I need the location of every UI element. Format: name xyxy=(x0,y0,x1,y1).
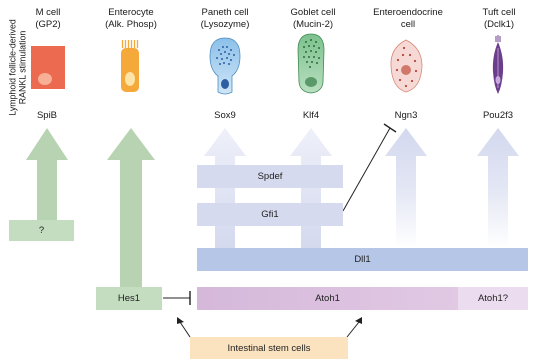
paneth-name: Paneth cell xyxy=(201,7,249,18)
paneth-marker: (Lysozyme) xyxy=(200,19,250,30)
gfi1-box: Gfi1 xyxy=(197,203,343,226)
enterocyte-shape xyxy=(121,40,139,92)
goblet-arrow xyxy=(290,128,332,248)
atoh1-uncertain-box: Atoh1? xyxy=(458,287,528,310)
unknown-factor-box: ? xyxy=(9,220,74,241)
enteroendocrine-marker: cell xyxy=(400,19,416,30)
gene-spib: SpiB xyxy=(36,110,58,121)
gene-ngn3: Ngn3 xyxy=(394,110,418,121)
tuft-marker: (Dclk1) xyxy=(483,19,515,30)
enteroendocrine-arrow xyxy=(385,128,427,248)
m-cell-arrow xyxy=(26,128,68,220)
intestinal-stem-cells-box: Intestinal stem cells xyxy=(190,337,348,359)
stem-to-atoh1-arrow xyxy=(347,317,362,337)
enteroendocrine-shape xyxy=(391,40,422,92)
enterocyte-name: Enterocyte xyxy=(108,7,154,18)
m-cell-marker: (GP2) xyxy=(35,19,61,30)
tuft-shape xyxy=(493,35,503,94)
gene-klf4: Klf4 xyxy=(302,110,320,121)
m-cell-name: M cell xyxy=(35,7,61,18)
gfi1-inhibition-line xyxy=(343,124,396,211)
m-cell-shape xyxy=(31,46,65,89)
enteroendocrine-name: Enteroendocrine xyxy=(373,7,443,18)
paneth-shape xyxy=(210,38,240,94)
stem-to-hes1-arrow xyxy=(177,317,190,337)
goblet-marker: (Mucin-2) xyxy=(292,19,334,30)
side-label-line2: RANKL stimulation xyxy=(17,30,27,105)
gene-sox9: Sox9 xyxy=(214,110,236,121)
hes1-inhibition-line xyxy=(163,291,190,305)
tuft-arrow xyxy=(477,128,519,248)
enterocyte-marker: (Alk. Phosp) xyxy=(105,19,157,30)
enterocyte-arrow xyxy=(107,128,155,288)
side-label-line1: Lymphoid follicle-derived xyxy=(7,19,18,116)
atoh1-box: Atoh1 xyxy=(197,287,458,310)
paneth-arrow xyxy=(204,128,246,248)
goblet-name: Goblet cell xyxy=(290,7,336,18)
goblet-shape xyxy=(298,34,324,93)
dll1-box: Dll1 xyxy=(197,248,528,271)
spdef-box: Spdef xyxy=(197,165,343,188)
hes1-box: Hes1 xyxy=(96,287,162,310)
tuft-name: Tuft cell xyxy=(482,7,516,18)
gene-pou2f3: Pou2f3 xyxy=(482,110,514,121)
